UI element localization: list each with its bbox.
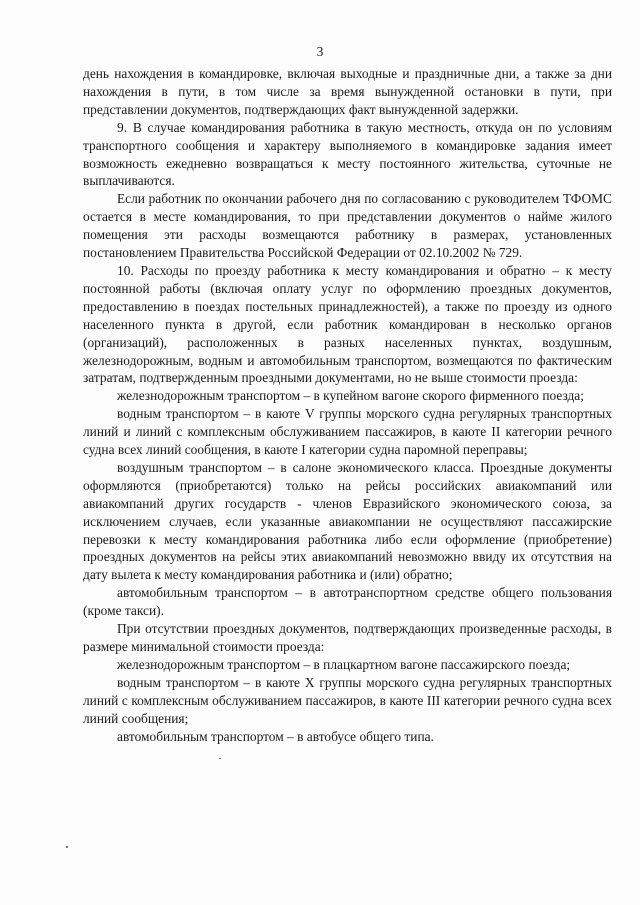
page-number: 3 — [316, 44, 324, 59]
paragraph-water-transport: водным транспортом – в каюте V группы морского судна регулярных транспортных линий и линий с комплексным обслуживанием пассажиров, в каюте II категории речного судна всех линий сообщения, в каюте I категории судна паромной переправы; — [83, 406, 612, 458]
scan-speck — [219, 758, 221, 759]
paragraph-rail-transport: железнодорожным транспортом – в купейном вагоне скорого фирменного поезда; — [117, 388, 584, 404]
paragraph-road-transport: автомобильным транспортом – в автотранспортном средстве общего пользования (кроме такси). — [83, 585, 612, 619]
paragraph-item-9: 9. В случае командирования работника в такую местность, откуда он по условиям транспортного сообщения и характеру выполняемого в командировке задания имеет возможность ежедневно возвращаться к месту постоянного жительства, суточные не выплачиваются. — [83, 119, 612, 189]
scan-speck — [66, 846, 68, 848]
paragraph-no-documents: При отсутствии проездных документов, подтверждающих произведенные расходы, в размере минимальной стоимости проезда: — [83, 621, 612, 654]
paragraph-lodging: Если работник по окончании рабочего дня по согласованию с руководителем ТФОМС остается в месте командирования, то при представлении документов о найме жилого помещения эти расходы возмещаются работнику в размерах, установленных постановлением Правительства Российской Федерации от 02.10.2002 № 729. — [83, 191, 612, 261]
paragraph-item-10: 10. Расходы по проезду работника к месту командирования и обратно – к месту постоянной работы (включая оплату услуг по оформлению проездных документов, предоставлению в поездах постельных принадлежностей), а также по проезду из одного населенного пункта в другой, если работник командирован в несколько органов (организаций), расположенных в разных населенных пунктах, воздушным, железнодорожным, водным и автомобильным транспортом, возмещаются по фактическим затратам, подтвержденным проездными документами, но не выше стоимости проезда: — [83, 262, 612, 386]
paragraph-air-transport: воздушным транспортом – в салоне экономического класса. Проездные документы оформляются (приобретаются) только на рейсы российских авиакомпаний или авиакомпаний других государств - членов Евразийского экономического союза, за исключением случаев, если указанные авиакомпании не осуществляют пассажирские перевозки к месту командирования работника либо если оформление (приобретение) проездных документов на рейсы этих авиакомпаний невозможно ввиду их отсутствия на дату вылета к месту командирования работника и (или) обратно; — [83, 459, 612, 583]
paragraph-water-minimum: водным транспортом – в каюте Х группы морского судна регулярных транспортных линий с комплексным обслуживанием пассажиров, в каюте III категории речного судна всех линий сообщения; — [83, 674, 612, 726]
paragraph-rail-minimum: железнодорожным транспортом – в плацкартном вагоне пассажирского поезда; — [117, 656, 571, 672]
paragraph-continuation: день нахождения в командировке, включая выходные и праздничные дни, а также за дни нахождения в пути, в том числе за время вынужденной остановки в пути, при представлении документов, подтверждающих факт вынужденной задержки. — [83, 66, 612, 117]
paragraph-road-minimum: автомобильным транспортом – в автобусе общего типа. — [117, 728, 434, 744]
document-body — [83, 65, 612, 745]
